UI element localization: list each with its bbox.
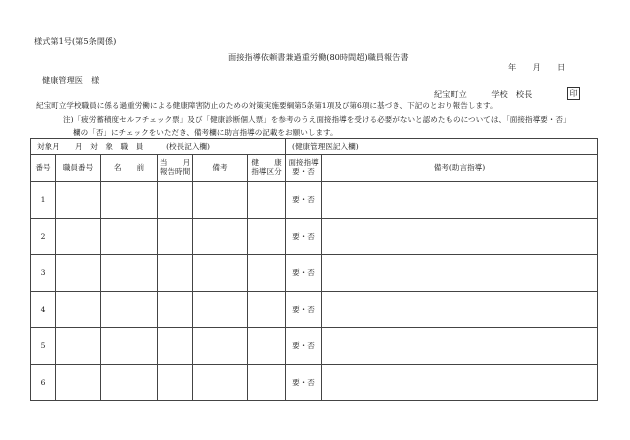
- header-remarks: 備考: [193, 155, 248, 182]
- advice-cell[interactable]: [322, 218, 598, 255]
- name-cell[interactable]: [101, 255, 158, 292]
- header-interview-line2: 要・否: [292, 167, 315, 176]
- header-health-line2: 指導区分: [251, 167, 282, 176]
- hours-cell[interactable]: [158, 255, 193, 292]
- table-row: [31, 364, 598, 401]
- header-health-line1: 健 康: [251, 158, 282, 168]
- header-interview-line1: 面接指導: [288, 158, 319, 168]
- note-line-2: 欄の「否」にチェックをいただき、備考欄に助言指導の記載をお願いします。: [73, 128, 338, 137]
- remarks-cell[interactable]: [193, 255, 248, 292]
- row-number: 2: [31, 218, 56, 255]
- interview-choice[interactable]: 要・否: [286, 328, 322, 365]
- name-cell[interactable]: [101, 291, 158, 328]
- name-cell[interactable]: [101, 182, 158, 219]
- table-row: [31, 328, 598, 365]
- header-staff-id: 職員番号: [56, 155, 101, 182]
- health-class-cell[interactable]: [248, 291, 286, 328]
- body-text: 紀宝町立学校職員に係る過重労働による健康障害防止のための対策実施要綱第5条第1項及び第6項に基づき、下記のとおり報告します。: [36, 101, 498, 110]
- name-cell[interactable]: [101, 328, 158, 365]
- header-interview: [286, 155, 322, 182]
- advice-cell[interactable]: [322, 255, 598, 292]
- header-hours: [158, 155, 193, 182]
- header-hours-line2: 報告時間: [159, 167, 191, 176]
- row-number: 1: [31, 182, 56, 219]
- remarks-cell[interactable]: [193, 182, 248, 219]
- interview-choice[interactable]: 要・否: [286, 182, 322, 219]
- school-principal-line: 紀宝町立 学校 校長: [434, 89, 533, 99]
- table-row: [31, 291, 598, 328]
- staff-id-cell[interactable]: [56, 218, 101, 255]
- form-number: 様式第1号(第5条関係): [34, 36, 117, 46]
- staff-id-cell[interactable]: [56, 255, 101, 292]
- header-advice: 備考(助言指導): [322, 155, 598, 182]
- health-class-cell[interactable]: [248, 328, 286, 365]
- header-health: [248, 155, 286, 182]
- name-cell[interactable]: [101, 218, 158, 255]
- hours-cell[interactable]: [158, 218, 193, 255]
- staff-id-cell[interactable]: [56, 182, 101, 219]
- report-table: [30, 138, 598, 401]
- health-class-cell[interactable]: [248, 182, 286, 219]
- hours-cell[interactable]: [158, 364, 193, 401]
- advice-cell[interactable]: [322, 328, 598, 365]
- seal-mark: 印: [567, 87, 580, 100]
- interview-choice[interactable]: 要・否: [286, 218, 322, 255]
- hours-cell[interactable]: [158, 328, 193, 365]
- doctor-section-header: (健康管理医記入欄): [286, 139, 598, 155]
- health-class-cell[interactable]: [248, 364, 286, 401]
- remarks-cell[interactable]: [193, 218, 248, 255]
- hours-cell[interactable]: [158, 291, 193, 328]
- addressee: 健康管理医 様: [42, 75, 100, 85]
- principal-section-header: 対象月 月 対 象 職 員 (校長記入欄): [31, 139, 286, 155]
- header-number: 番号: [31, 155, 56, 182]
- row-number: 4: [31, 291, 56, 328]
- row-number: 3: [31, 255, 56, 292]
- health-class-cell[interactable]: [248, 218, 286, 255]
- header-hours-line1: 当 月: [159, 158, 191, 168]
- row-number: 5: [31, 328, 56, 365]
- remarks-cell[interactable]: [193, 291, 248, 328]
- note-line-1: 注)「疲労蓄積度セルフチェック票」及び「健康診断個人票」を参考のうえ面接指導を受ける必要がないと認めたものについては、「面接指導要・否」: [63, 115, 571, 124]
- advice-cell[interactable]: [322, 291, 598, 328]
- document-title: 面接指導依頼書兼過重労働(80時間超)職員報告書: [228, 52, 409, 62]
- date-line: 年 月 日: [508, 62, 566, 72]
- staff-id-cell[interactable]: [56, 364, 101, 401]
- header-name: 名 前: [101, 155, 158, 182]
- advice-cell[interactable]: [322, 182, 598, 219]
- interview-choice[interactable]: 要・否: [286, 255, 322, 292]
- table-row: [31, 255, 598, 292]
- health-class-cell[interactable]: [248, 255, 286, 292]
- table-row: [31, 218, 598, 255]
- advice-cell[interactable]: [322, 364, 598, 401]
- row-number: 6: [31, 364, 56, 401]
- name-cell[interactable]: [101, 364, 158, 401]
- remarks-cell[interactable]: [193, 328, 248, 365]
- table-row: [31, 182, 598, 219]
- staff-id-cell[interactable]: [56, 291, 101, 328]
- interview-choice[interactable]: 要・否: [286, 291, 322, 328]
- remarks-cell[interactable]: [193, 364, 248, 401]
- hours-cell[interactable]: [158, 182, 193, 219]
- staff-id-cell[interactable]: [56, 328, 101, 365]
- interview-choice[interactable]: 要・否: [286, 364, 322, 401]
